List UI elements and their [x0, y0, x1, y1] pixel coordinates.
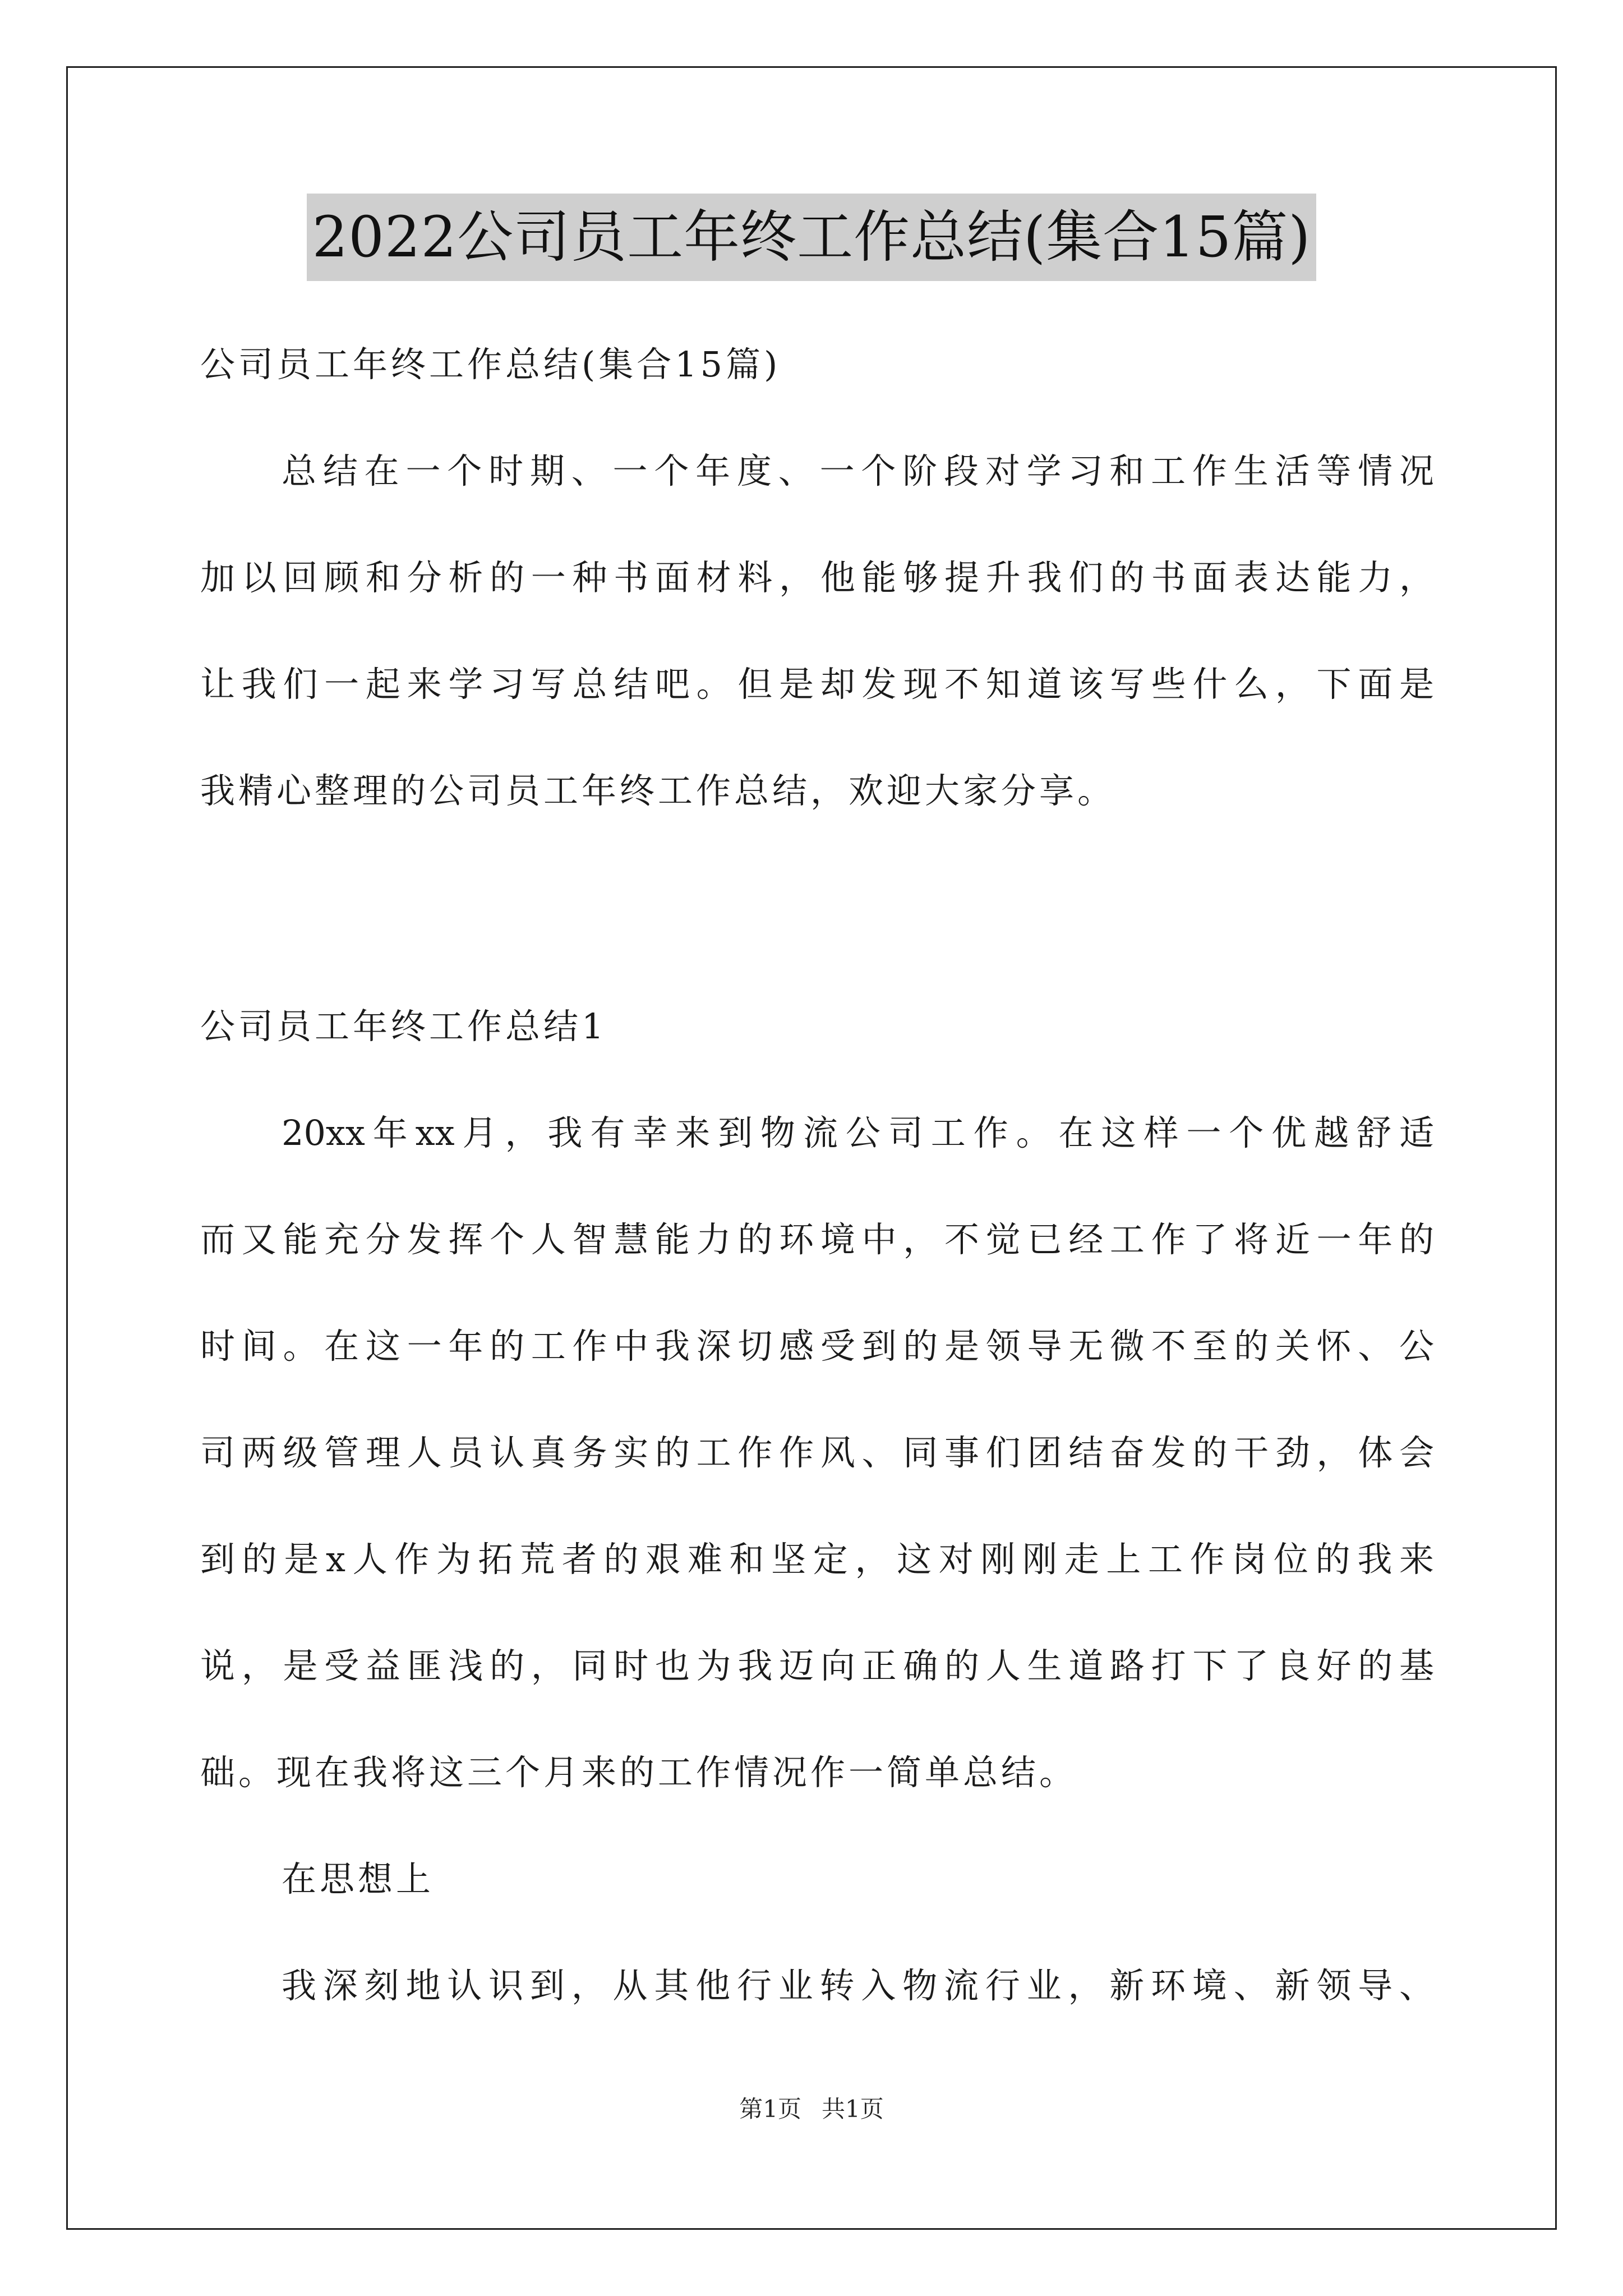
paragraph-line: 20xx年xx月，我有幸来到物流公司工作。在这样一个优越舒适 [282, 1112, 1434, 1153]
paragraph-line: 说，是受益匪浅的，同时也为我迈向正确的人生道路打下了良好的基 [200, 1645, 1434, 1686]
page-footer [0, 2092, 1623, 2126]
section-heading: 公司员工年终工作总结1 [200, 1006, 607, 1047]
sub-heading: 在思想上 [282, 1858, 435, 1899]
paragraph-line: 到的是x人作为拓荒者的艰难和坚定，这对刚刚走上工作岗位的我来 [200, 1539, 1434, 1580]
page-number: 第1页 [739, 2095, 801, 2123]
paragraph-line: 我深刻地认识到，从其他行业转入物流行业，新环境、新领导、 [282, 1965, 1434, 2006]
subtitle-line: 公司员工年终工作总结(集合15篇) [200, 344, 781, 385]
paragraph-line: 加以回顾和分析的一种书面材料，他能够提升我们的书面表达能力， [200, 557, 1434, 598]
page-total: 共1页 [822, 2095, 884, 2123]
paragraph-line: 而又能充分发挥个人智慧能力的环境中，不觉已经工作了将近一年的 [200, 1219, 1434, 1260]
title-container [0, 194, 1623, 281]
paragraph-line: 时间。在这一年的工作中我深切感受到的是领导无微不至的关怀、公 [200, 1326, 1434, 1366]
document-title: 2022公司员工年终工作总结(集合15篇) [307, 194, 1317, 281]
paragraph-line: 我精心整理的公司员工年终工作总结，欢迎大家分享。 [200, 770, 1116, 811]
paragraph-line: 让我们一起来学习写总结吧。但是却发现不知道该写些什么，下面是 [200, 664, 1434, 705]
paragraph-line: 础。现在我将这三个月来的工作情况作一简单总结。 [200, 1752, 1078, 1793]
paragraph-line: 总结在一个时期、一个年度、一个阶段对学习和工作生活等情况 [282, 450, 1434, 491]
paragraph-line: 司两级管理人员认真务实的工作作风、同事们团结奋发的干劲，体会 [200, 1432, 1434, 1473]
